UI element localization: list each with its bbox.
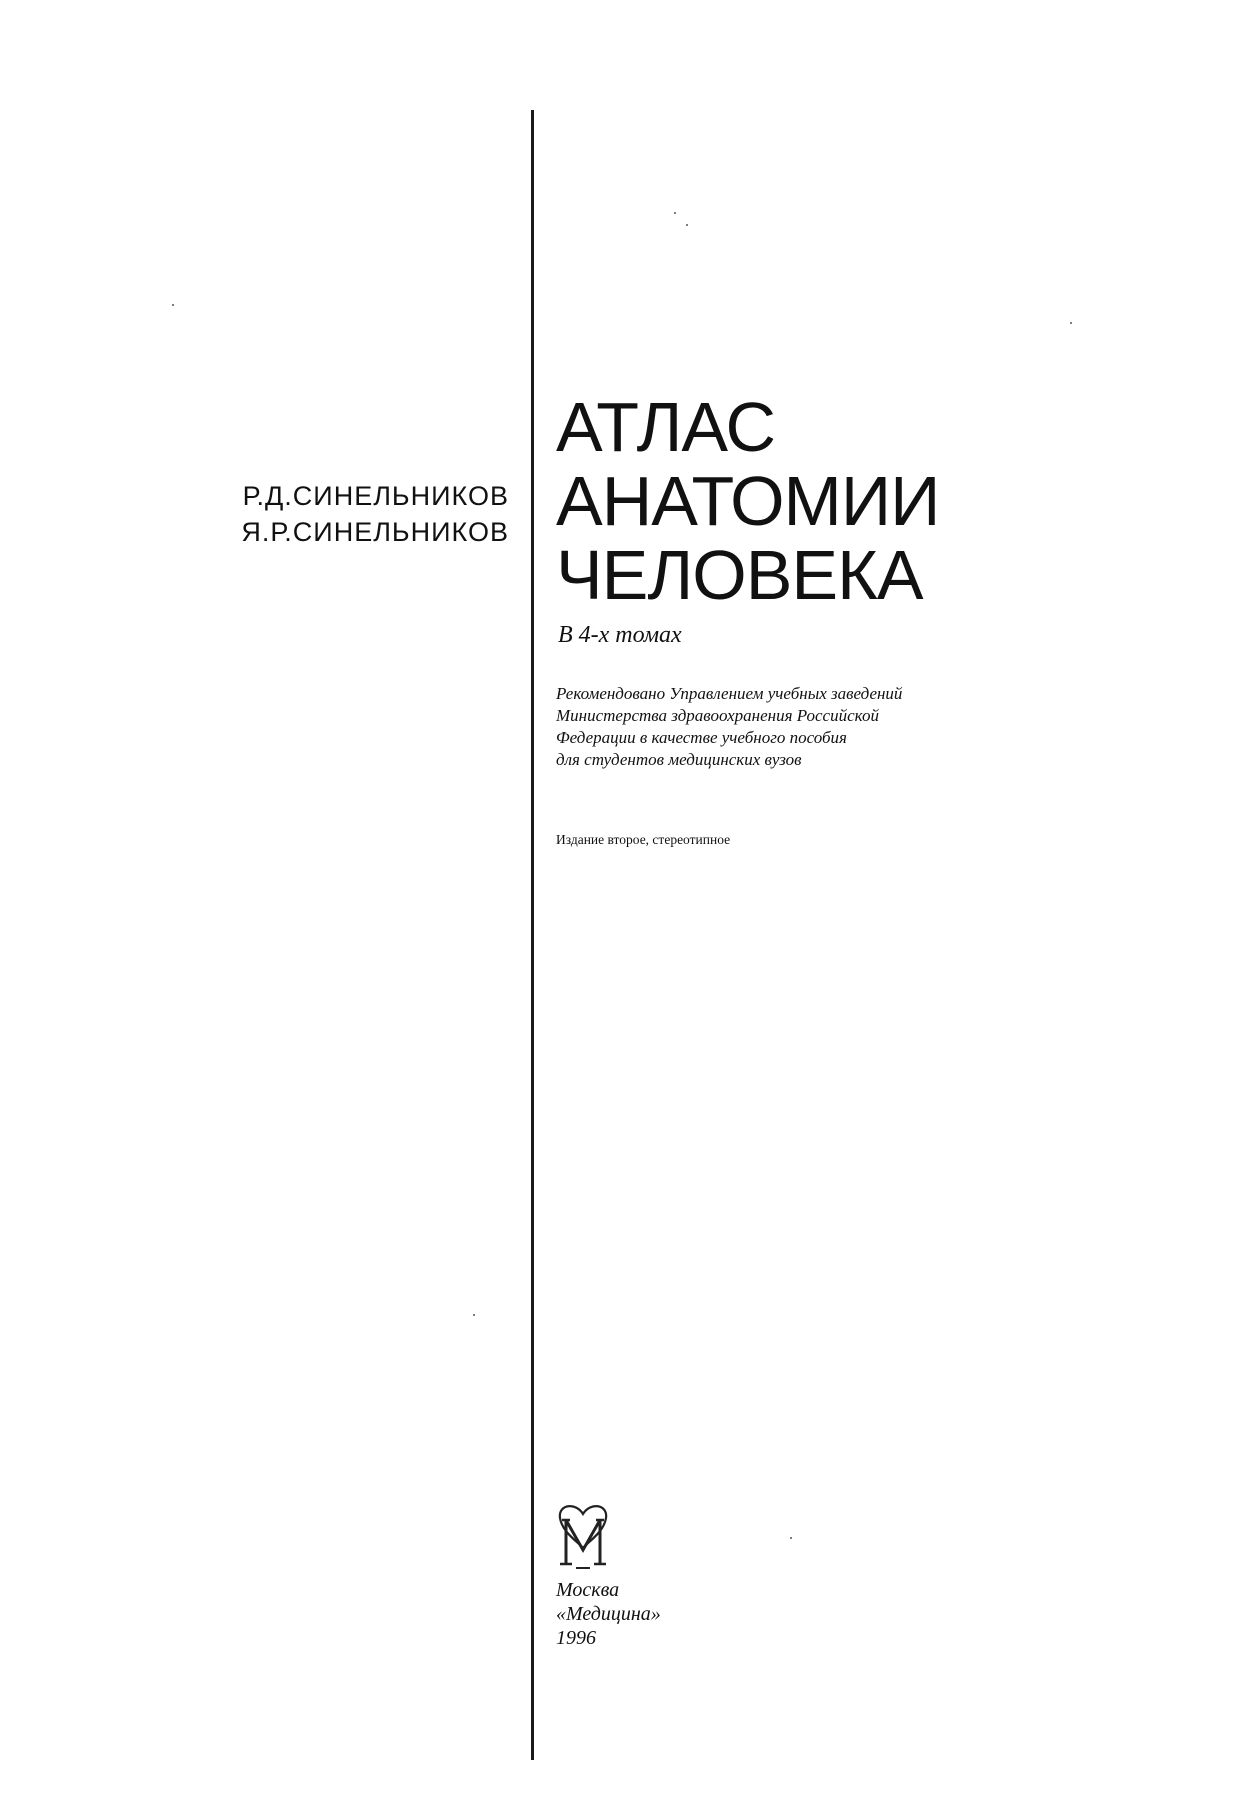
- imprint-year: 1996: [556, 1627, 596, 1649]
- recommendation-line-4: для студентов медицинских вузов: [556, 750, 802, 769]
- imprint-publisher: «Медицина»: [556, 1603, 661, 1625]
- imprint: [556, 1578, 661, 1650]
- book-title: [556, 390, 939, 612]
- scan-speck: [674, 212, 676, 214]
- title-line-2: АНАТОМИИ: [556, 462, 940, 540]
- scan-speck: [1070, 322, 1072, 324]
- imprint-city: Москва: [556, 1579, 620, 1601]
- recommendation-line-1: Рекомендовано Управлением учебных заведений: [556, 684, 903, 703]
- recommendation-line-3: Федерации в качестве учебного пособия: [556, 728, 847, 747]
- title-line-1: АТЛАС: [556, 388, 776, 466]
- volumes-note: В 4-х томах: [558, 622, 682, 648]
- publisher-logo-icon: [554, 1500, 612, 1572]
- scan-speck: [686, 224, 688, 226]
- vertical-divider: [531, 110, 534, 1760]
- title-line-3: ЧЕЛОВЕКА: [556, 536, 923, 614]
- author-1: Р.Д.СИНЕЛЬНИКОВ: [242, 481, 509, 511]
- scan-speck: [172, 304, 174, 306]
- scan-speck: [790, 1537, 792, 1539]
- recommendation-line-2: Министерства здравоохранения Российской: [556, 706, 879, 725]
- scan-speck: [473, 1314, 475, 1316]
- authors: [241, 478, 509, 550]
- edition-note: Издание второе, стереотипное: [556, 832, 731, 847]
- recommendation-text: [556, 683, 902, 771]
- author-2: Я.Р.СИНЕЛЬНИКОВ: [241, 517, 509, 547]
